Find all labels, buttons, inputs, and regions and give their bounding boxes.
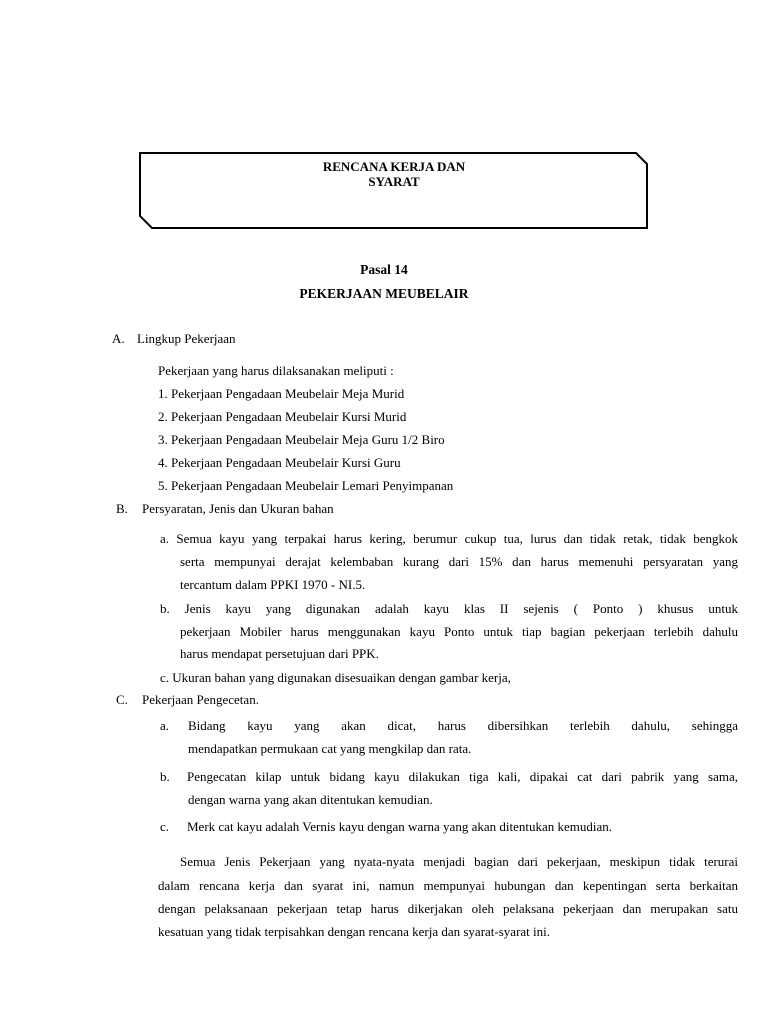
- section-c-a-line1: Bidang kayu yang akan dicat, harus dibersihkan terlebih dahulu, sehingga: [188, 718, 738, 733]
- list-item: 3. Pekerjaan Pengadaan Meubelair Meja Guru 1/2 Biro: [158, 432, 445, 447]
- list-item: 1. Pekerjaan Pengadaan Meubelair Meja Murid: [158, 386, 405, 401]
- section-b-a-line2: serta mempunyai derajat kelembaban kurang dari 15% dan harus memenuhi persyaratan yang: [180, 554, 738, 569]
- section-c-title: Pekerjaan Pengecetan.: [142, 692, 259, 707]
- section-b-c-line1: c. Ukuran bahan yang digunakan disesuaikan dengan gambar kerja,: [160, 670, 511, 685]
- section-c-a-marker: a.: [160, 718, 170, 733]
- pasal-number: Pasal 14: [360, 262, 408, 277]
- title-line-2: SYARAT: [368, 174, 420, 189]
- section-a-marker: A.: [112, 331, 125, 346]
- section-b-b-line1: b. Jenis kayu yang digunakan adalah kayu klas II sejenis ( Ponto ) khusus untuk: [160, 601, 738, 616]
- section-c-b-marker: b.: [160, 769, 170, 784]
- section-b-a-line3: tercantum dalam PPKI 1970 - NI.5.: [180, 577, 366, 592]
- section-c-b-line1: Pengecatan kilap untuk bidang kayu dilakukan tiga kali, dipakai cat dari pabrik yang sama,: [187, 769, 738, 784]
- section-b-a-line1: a. Semua kayu yang terpakai harus kering, berumur cukup tua, lurus dan tidak retak, tidak bengkok: [160, 531, 738, 546]
- section-b-b-line2: pekerjaan Mobiler harus menggunakan kayu Ponto untuk tiap bagian pekerjaan terlebih dahulu: [180, 624, 738, 639]
- closing-line2: dalam rencana kerja dan syarat ini, namun mempunyai hubungan dan kepentingan serta berkaitan: [158, 878, 738, 893]
- section-c-b-line2: dengan warna yang akan ditentukan kemudian.: [188, 792, 433, 807]
- title-line-1: RENCANA KERJA DAN: [322, 159, 466, 174]
- list-item: 2. Pekerjaan Pengadaan Meubelair Kursi Murid: [158, 409, 407, 424]
- section-c-a-line2: mendapatkan permukaan cat yang mengkilap dan rata.: [188, 741, 472, 756]
- section-c-marker: C.: [116, 692, 128, 707]
- section-c-c-line1: Merk cat kayu adalah Vernis kayu dengan warna yang akan ditentukan kemudian.: [187, 819, 613, 834]
- list-item: 5. Pekerjaan Pengadaan Meubelair Lemari Penyimpanan: [158, 478, 454, 493]
- section-b-title: Persyaratan, Jenis dan Ukuran bahan: [142, 501, 334, 516]
- section-a-title: Lingkup Pekerjaan: [137, 331, 236, 346]
- section-b-b-line3: harus mendapat persetujuan dari PPK.: [180, 646, 379, 661]
- section-a-intro: Pekerjaan yang harus dilaksanakan meliputi :: [158, 363, 394, 378]
- section-c-c-marker: c.: [160, 819, 170, 834]
- pasal-title: PEKERJAAN MEUBELAIR: [299, 286, 469, 301]
- section-b-marker: B.: [116, 501, 128, 516]
- list-item: 4. Pekerjaan Pengadaan Meubelair Kursi Guru: [158, 455, 401, 470]
- closing-line3: dengan pelaksanaan pekerjaan tetap harus dikerjakan oleh pelaksana pekerjaan dan merupakan satu: [158, 901, 738, 916]
- closing-line4: kesatuan yang tidak terpisahkan dengan rencana kerja dan syarat-syarat ini.: [158, 924, 550, 939]
- closing-line1: Semua Jenis Pekerjaan yang nyata-nyata menjadi bagian dari pekerjaan, meskipun tidak terurai: [180, 854, 738, 869]
